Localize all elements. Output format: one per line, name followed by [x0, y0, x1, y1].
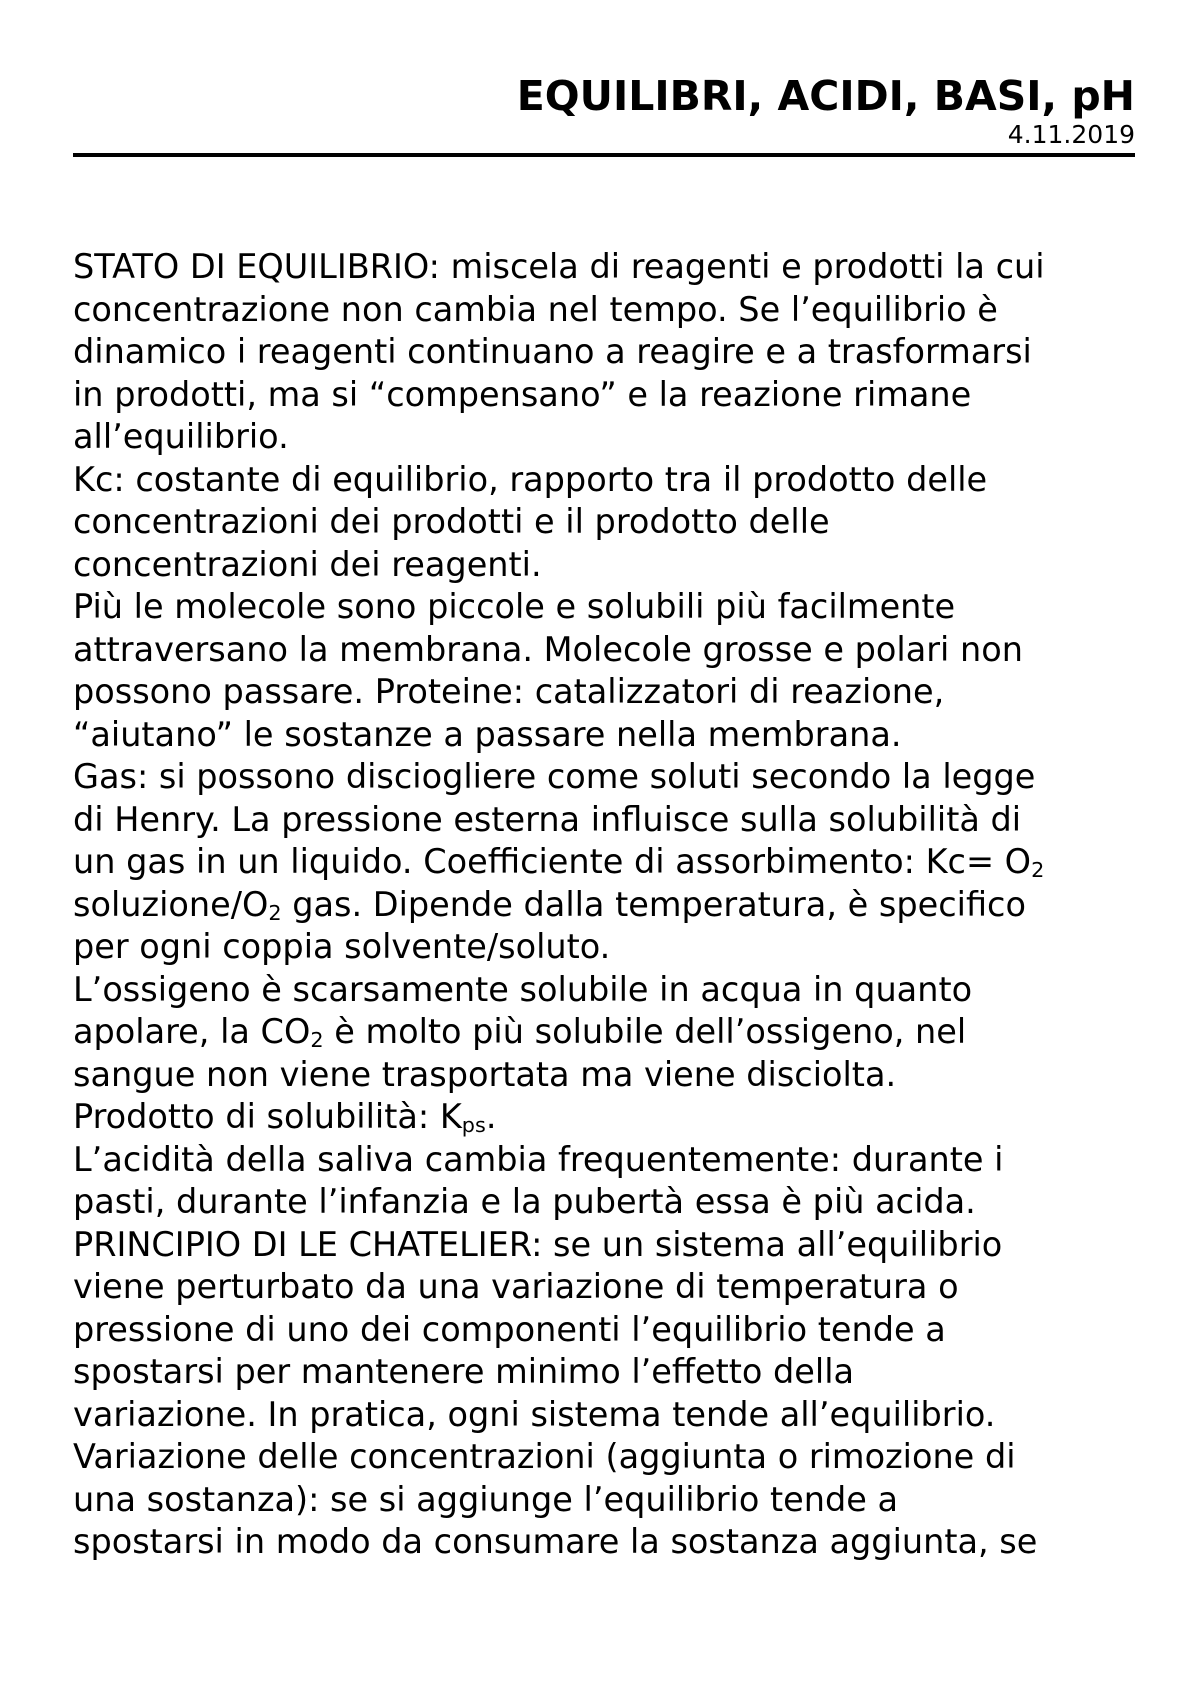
body-text-segment: variazione. In pratica, ogni sistema tende all’equilibrio. — [73, 1394, 996, 1434]
body-text-segment: concentrazioni dei reagenti. — [73, 544, 542, 584]
body-text-segment: attraversano la membrana. Molecole grosse e polari non — [73, 629, 1023, 669]
body-line — [73, 289, 1153, 332]
body-line — [73, 544, 1153, 587]
body-line — [73, 1309, 1153, 1352]
body-text-segment: Prodotto di solubilità: K — [73, 1097, 462, 1136]
body-line — [73, 1394, 1153, 1437]
body-text-segment: concentrazioni dei prodotti e il prodotto delle — [73, 502, 830, 541]
body-text-segment: pasti, durante l’infanzia e la pubertà essa è più acida. — [73, 1182, 976, 1221]
body-line — [73, 1181, 1153, 1224]
body-text-segment: una sostanza): se si aggiunge l’equilibrio tende a — [73, 1479, 899, 1519]
body-text-segment: Variazione delle concentrazioni (aggiunta o rimozione di — [73, 1437, 1016, 1476]
body-text-segment: Più le molecole sono piccole e solubili più facilmente — [73, 587, 956, 626]
body-text-segment: . — [485, 1097, 497, 1136]
document-date: 4.11.2019 — [1007, 120, 1135, 149]
document-title: EQUILIBRI, ACIDI, BASI, pH — [516, 72, 1135, 120]
body-line — [73, 799, 1153, 842]
body-line — [73, 926, 1153, 969]
body-line — [73, 1266, 1153, 1309]
body-line — [73, 1479, 1153, 1522]
body-text-segment: per ogni coppia solvente/soluto. — [73, 927, 611, 966]
body-line — [73, 586, 1153, 629]
body-line — [73, 1436, 1153, 1479]
body-line — [73, 756, 1153, 799]
body-line — [73, 246, 1153, 289]
body-line — [73, 374, 1153, 417]
body-line — [73, 331, 1153, 374]
body-text-segment: possono passare. Proteine: catalizzatori di reazione, — [73, 672, 945, 711]
body-line — [73, 841, 1153, 884]
body-text-segment: un gas in un liquido. Coefficiente di assorbimento: Kc= O — [73, 842, 1032, 881]
body-text-segment: STATO DI EQUILIBRIO: miscela di reagenti e prodotti la cui — [73, 247, 1045, 286]
body-text-segment: Gas: si possono disciogliere come soluti secondo la legge — [73, 757, 1036, 796]
body-text-segment: sangue non viene trasportata ma viene disciolta. — [73, 1054, 897, 1094]
body-line — [73, 714, 1153, 757]
body-text-segment: concentrazione non cambia nel tempo. Se l’equilibrio è — [73, 289, 998, 329]
body-text-segment: pressione di uno dei componenti l’equilibrio tende a — [73, 1309, 946, 1349]
subscript: 2 — [268, 900, 282, 925]
body-line — [73, 1521, 1153, 1564]
document-header — [73, 72, 1135, 150]
body-text-segment: spostarsi per mantenere minimo l’effetto della — [73, 1352, 855, 1391]
body-text-segment: viene perturbato da una variazione di temperatura o — [73, 1267, 959, 1306]
subscript: 2 — [310, 1028, 324, 1053]
subscript: 2 — [1031, 858, 1045, 883]
body-text-segment: è molto più solubile dell’ossigeno, nel — [323, 1012, 967, 1051]
body-line — [73, 416, 1153, 459]
body-line — [73, 459, 1153, 502]
body-text-segment: L’ossigeno è scarsamente solubile in acqua in quanto — [73, 969, 973, 1009]
subscript: ps — [461, 1113, 486, 1138]
body-text-segment: all’equilibrio. — [73, 417, 289, 456]
document-body — [73, 246, 1153, 1564]
body-line — [73, 969, 1153, 1012]
body-line — [73, 1224, 1153, 1267]
body-text-segment: “aiutano” le sostanze a passare nella membrana. — [73, 714, 902, 754]
body-text-segment: L’acidità della saliva cambia frequentemente: durante i — [73, 1139, 1004, 1179]
body-line — [73, 1054, 1153, 1097]
body-text-segment: soluzione/O — [73, 884, 269, 924]
body-line — [73, 1139, 1153, 1182]
body-line — [73, 501, 1153, 544]
body-text-segment: di Henry. La pressione esterna influisce sulla solubilità di — [73, 799, 1022, 839]
body-text-segment: PRINCIPIO DI LE CHATELIER: se un sistema all’equilibrio — [73, 1224, 1003, 1264]
body-text-segment: dinamico i reagenti continuano a reagire e a trasformarsi — [73, 332, 1032, 371]
body-text-segment: in prodotti, ma si “compensano” e la reazione rimane — [73, 374, 972, 414]
body-line — [73, 1096, 1153, 1139]
body-text-segment: Kc: costante di equilibrio, rapporto tra il prodotto delle — [73, 459, 988, 499]
body-line — [73, 884, 1153, 927]
body-line — [73, 671, 1153, 714]
body-text-segment: gas. Dipende dalla temperatura, è specifico — [281, 884, 1026, 924]
body-text-segment: spostarsi in modo da consumare la sostanza aggiunta, se — [73, 1522, 1038, 1561]
body-line — [73, 1011, 1153, 1054]
header-divider — [73, 153, 1135, 157]
body-line — [73, 629, 1153, 672]
body-line — [73, 1351, 1153, 1394]
body-text-segment: apolare, la CO — [73, 1012, 311, 1051]
